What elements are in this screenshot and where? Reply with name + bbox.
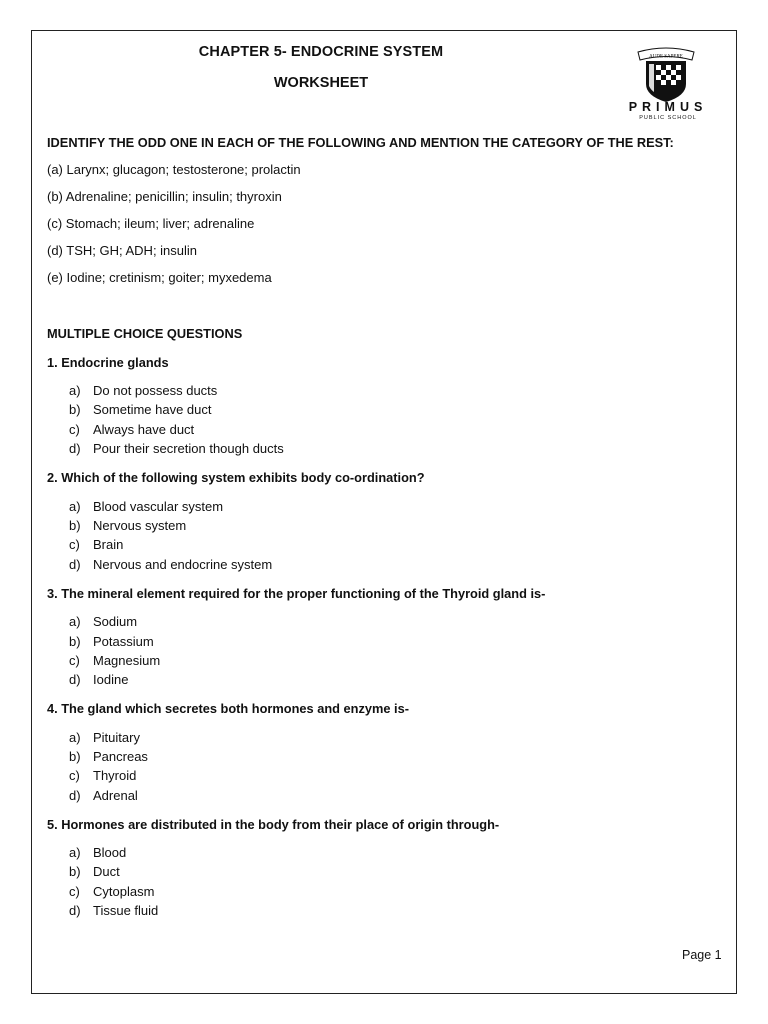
- option-text: Iodine: [93, 672, 129, 687]
- option-text: Adrenal: [93, 788, 138, 803]
- option-letter: b): [69, 749, 81, 764]
- option: [69, 441, 284, 456]
- section-heading-mcq: MULTIPLE CHOICE QUESTIONS: [47, 326, 243, 341]
- option-letter: a): [69, 614, 81, 629]
- option-letter: a): [69, 845, 81, 860]
- option: [69, 788, 138, 803]
- option: [69, 730, 140, 745]
- option: [69, 402, 212, 417]
- option-text: Pancreas: [93, 749, 148, 764]
- option: [69, 614, 137, 629]
- option-text: Blood: [93, 845, 127, 860]
- option-text: Pour their secretion though ducts: [93, 441, 284, 456]
- list-item: (c) Stomach; ileum; liver; adrenaline: [47, 216, 255, 231]
- logo-motto: AUDE SAPERE: [649, 54, 683, 60]
- option-text: Thyroid: [93, 768, 137, 783]
- page-subtitle: WORKSHEET: [273, 75, 369, 91]
- option-letter: c): [69, 537, 80, 552]
- option-text: Potassium: [93, 634, 154, 649]
- option-letter: c): [69, 768, 80, 783]
- question: 2. Which of the following system exhibits body co-ordination?: [47, 470, 425, 485]
- option: [69, 499, 223, 514]
- option-text: Nervous and endocrine system: [93, 557, 273, 572]
- question: 1. Endocrine glands: [47, 355, 169, 370]
- option: [69, 557, 272, 572]
- option: [69, 672, 128, 687]
- list-item: (a) Larynx; glucagon; testosterone; prolactin: [47, 162, 301, 177]
- option-letter: b): [69, 634, 81, 649]
- option-text: Pituitary: [93, 730, 140, 745]
- option-letter: a): [69, 730, 81, 745]
- option-letter: c): [69, 422, 80, 437]
- option-letter: b): [69, 402, 81, 417]
- page-number: Page 1: [682, 948, 722, 962]
- option: [69, 383, 217, 398]
- list-item: (e) Iodine; cretinism; goiter; myxedema: [47, 270, 272, 285]
- option-text: Magnesium: [93, 653, 161, 668]
- option-letter: d): [69, 441, 81, 456]
- option-text: Tissue fluid: [93, 903, 159, 918]
- logo-tagline: PUBLIC SCHOOL: [639, 115, 697, 121]
- option-letter: a): [69, 383, 81, 398]
- option: [69, 864, 120, 879]
- option-text: Do not possess ducts: [93, 383, 218, 398]
- option: [69, 422, 194, 437]
- option-text: Blood vascular system: [93, 499, 224, 514]
- page-title: CHAPTER 5- ENDOCRINE SYSTEM: [198, 44, 444, 60]
- option-text: Always have duct: [93, 422, 195, 437]
- logo-name: PRIMUS: [628, 100, 708, 114]
- option-letter: a): [69, 499, 81, 514]
- option-letter: d): [69, 672, 81, 687]
- option: [69, 845, 126, 860]
- option-letter: d): [69, 903, 81, 918]
- option-text: Duct: [93, 864, 120, 879]
- section-heading-odd-one: IDENTIFY THE ODD ONE IN EACH OF THE FOLLOWING AND MENTION THE CATEGORY OF THE REST:: [47, 135, 674, 150]
- option-letter: c): [69, 884, 80, 899]
- option-letter: d): [69, 788, 81, 803]
- question: 4. The gland which secretes both hormones and enzyme is-: [47, 701, 409, 716]
- option-text: Brain: [93, 537, 124, 552]
- option: [69, 518, 186, 533]
- option-letter: b): [69, 864, 81, 879]
- question: 5. Hormones are distributed in the body from their place of origin through-: [47, 817, 500, 832]
- option-text: Cytoplasm: [93, 884, 155, 899]
- option: [69, 884, 154, 899]
- option-letter: b): [69, 518, 81, 533]
- option-letter: c): [69, 653, 80, 668]
- option: [69, 749, 148, 764]
- option: [69, 903, 158, 918]
- option-text: Nervous system: [93, 518, 187, 533]
- option: [69, 768, 136, 783]
- option-letter: d): [69, 557, 81, 572]
- option-text: Sodium: [93, 614, 138, 629]
- list-item: (d) TSH; GH; ADH; insulin: [47, 243, 198, 258]
- option: [69, 537, 123, 552]
- option: [69, 634, 154, 649]
- option: [69, 653, 160, 668]
- question: 3. The mineral element required for the proper functioning of the Thyroid gland is-: [47, 586, 546, 601]
- list-item: (b) Adrenaline; penicillin; insulin; thyroxin: [47, 189, 282, 204]
- option-text: Sometime have duct: [93, 402, 212, 417]
